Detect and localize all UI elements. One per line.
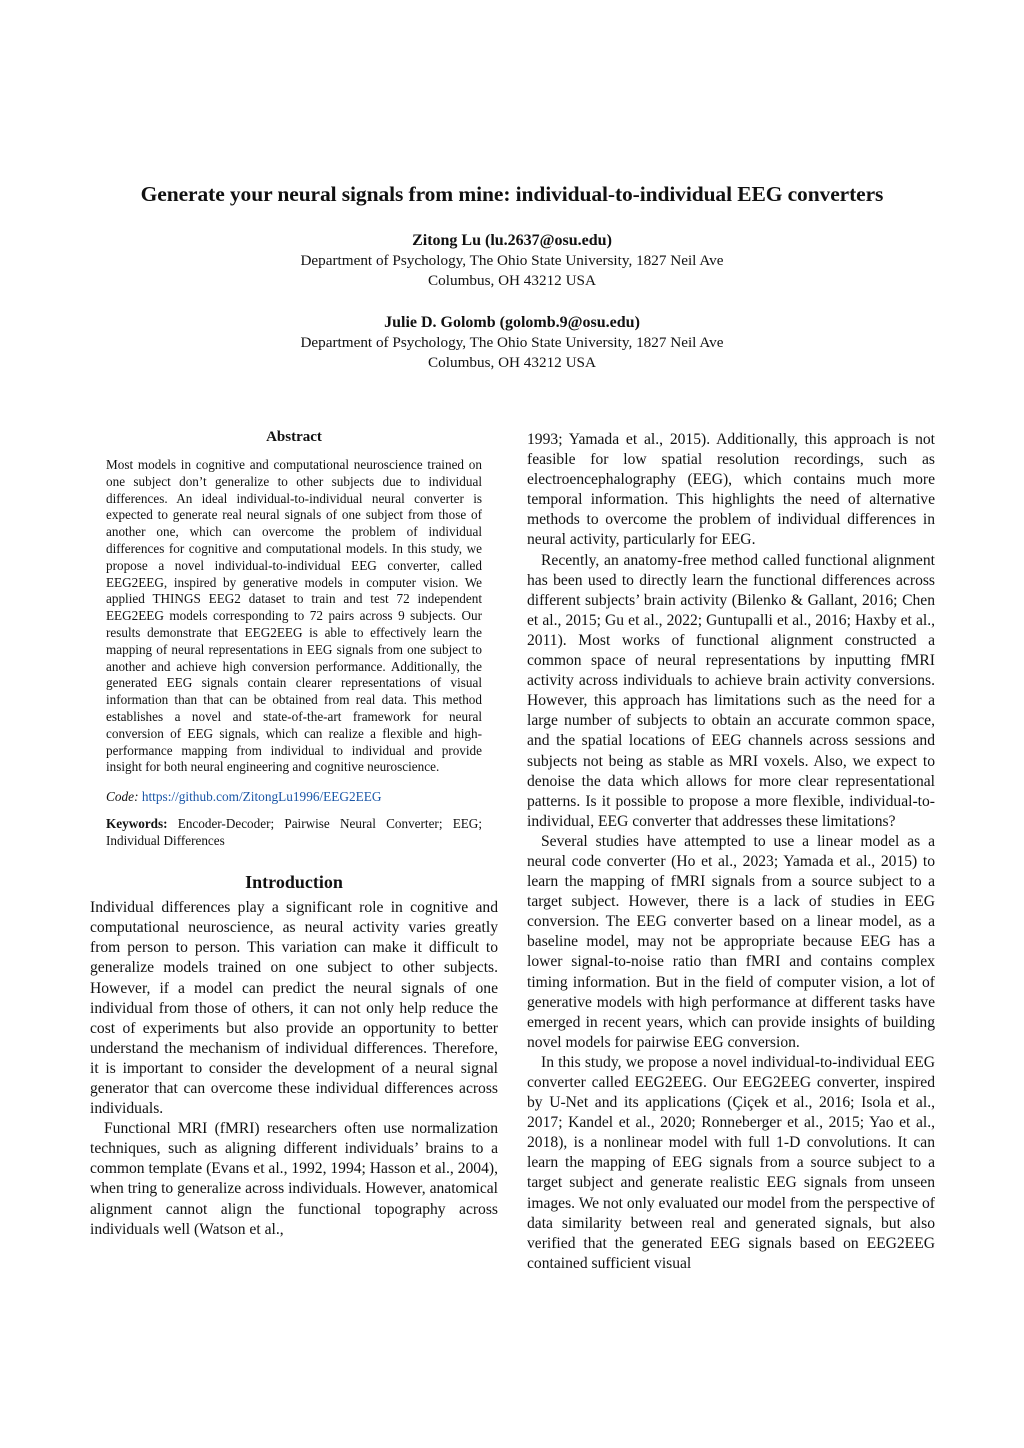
author-location: Columbus, OH 43212 USA [428, 354, 596, 371]
author-name: Zitong Lu (lu.2637@osu.edu) [412, 232, 612, 249]
paragraph: Functional MRI (fMRI) researchers often use normalization techniques, such as aligning different individuals’ brains to a common template (Evans et al., 1992, 1994; Hasson et al., 2004), when tring to generalize across individuals. However, anatomical alignment cannot align the functional topography across individuals well (Watson et al., [90, 1120, 498, 1238]
abstract-heading: Abstract [266, 429, 322, 445]
keywords-text: Encoder-Decoder; Pairwise Neural Converter; EEG; Individual Differences [106, 816, 482, 849]
author-name: Julie D. Golomb (golomb.9@osu.edu) [384, 314, 640, 331]
right-column [527, 430, 935, 1274]
author-block-1 [112, 231, 912, 291]
abstract [106, 457, 482, 849]
keywords [106, 815, 482, 849]
paragraph: Several studies have attempted to use a linear model as a neural code converter (Ho et al., 2023; Yamada et al., 2015) to learn the mapping of fMRI signals from a source subject to a target subject. However, there is a lack of studies in EEG conversion. The EEG converter based on a linear model, as a baseline model, may not be appropriate because EEG has a lower signal-to-noise ratio than fMRI and contains complex timing information. But in the field of computer vision, a lot of generative models with high performance at different tasks have emerged in recent years, which can provide insights of building novel models for pairwise EEG conversion. [527, 832, 935, 1051]
paper-title: Generate your neural signals from mine: individual-to-individual EEG converters [140, 182, 884, 206]
code-link[interactable]: https://github.com/ZitongLu1996/EEG2EEG [141, 789, 382, 805]
paragraph: 1993; Yamada et al., 2015). Additionally, this approach is not feasible for low spatial resolution recordings, such as electroencephalography (EEG), which contains much more temporal information. This highlights the need of alternative methods to overcome the problem of individual differences in neural activity, particularly for EEG. [527, 431, 935, 549]
code-line [106, 788, 482, 805]
author-affiliation: Department of Psychology, The Ohio State University, 1827 Neil Ave [300, 334, 724, 351]
author-location: Columbus, OH 43212 USA [428, 272, 596, 289]
paragraph: Individual differences play a significant role in cognitive and computational neuroscience, as neural activity varies greatly from person to person. This variation can make it difficult to generalize models trained on one subject to other subjects. However, if a model can predict the neural signals of one individual from those of others, it can not only help reduce the cost of experiments but also provide an opportunity to better understand the mechanism of individual differences. Therefore, it is important to consider the development of a neural signal generator that can overcome these individual differences across individuals. [90, 899, 498, 1118]
author-block-2 [112, 313, 912, 373]
introduction-heading: Introduction [245, 872, 343, 893]
keywords-label: Keywords: [106, 816, 168, 832]
paragraph: Recently, an anatomy-free method called functional alignment has been used to directly learn the functional differences across different subjects’ brain activity (Bilenko & Gallant, 2016; Chen et al., 2015; Gu et al., 2022; Guntupalli et al., 2016; Haxby et al., 2011). Most works of functional alignment constructed a common space of neural representations by inputting fMRI activity across individuals to achieve brain activity conversions. However, this approach has limitations such as the need for a large number of subjects to obtain an accurate common space, and the spatial locations of EEG channels across sessions and subjects not being as stable as MRI voxels. Also, we expect to denoise the data which allows for more clear representational patterns. Is it possible to propose a more flexible, individual-to-individual, EEG converter that addresses these limitations? [527, 551, 935, 830]
paragraph: In this study, we propose a novel individual-to-individual EEG converter called EEG2EEG. Our EEG2EEG converter, inspired by U-Net and its applications (Çiçek et al., 2016; Isola et al., 2017; Kandel et al., 2020; Ronneberger et al., 2015; Yao et al., 2018), is a nonlinear model with full 1-D convolutions. It can learn the mapping of EEG signals from a source subject to a target subject and generate realistic EEG signals from unseen images. We not only evaluated our model from the perspective of data similarity between real and generated signals, but also verified that the generated EEG signals based on EEG2EEG contained sufficient visual [527, 1053, 935, 1272]
left-column [90, 429, 498, 1240]
author-affiliation: Department of Psychology, The Ohio State University, 1827 Neil Ave [300, 252, 724, 269]
abstract-text: Most models in cognitive and computational neuroscience trained on one subject don’t generalize to other subjects due to individual differences. An ideal individual-to-individual neural converter is expected to generate real neural signals of one subject from those of another one, which can overcome the problem of individual differences for cognitive and computational models. In this study, we propose a novel individual-to-individual EEG converter, called EEG2EEG, inspired by generative models in computer vision. We applied THINGS EEG2 dataset to train and test 72 independent EEG2EEG models corresponding to 72 pairs across 9 subjects. Our results demonstrate that EEG2EEG is able to effectively learn the mapping of neural representations in EEG signals from one subject to another and achieve high conversion performance. Additionally, the generated EEG signals contain clearer representations of visual information than that can be obtained from real data. This method establishes a novel and state-of-the-art framework for neural conversion of EEG signals, which can realize a flexible and high-performance mapping from individual to individual and provide insight for both neural engineering and cognitive neuroscience. [106, 457, 482, 775]
introduction-body-left [90, 898, 498, 1240]
code-label: Code: [106, 789, 139, 805]
